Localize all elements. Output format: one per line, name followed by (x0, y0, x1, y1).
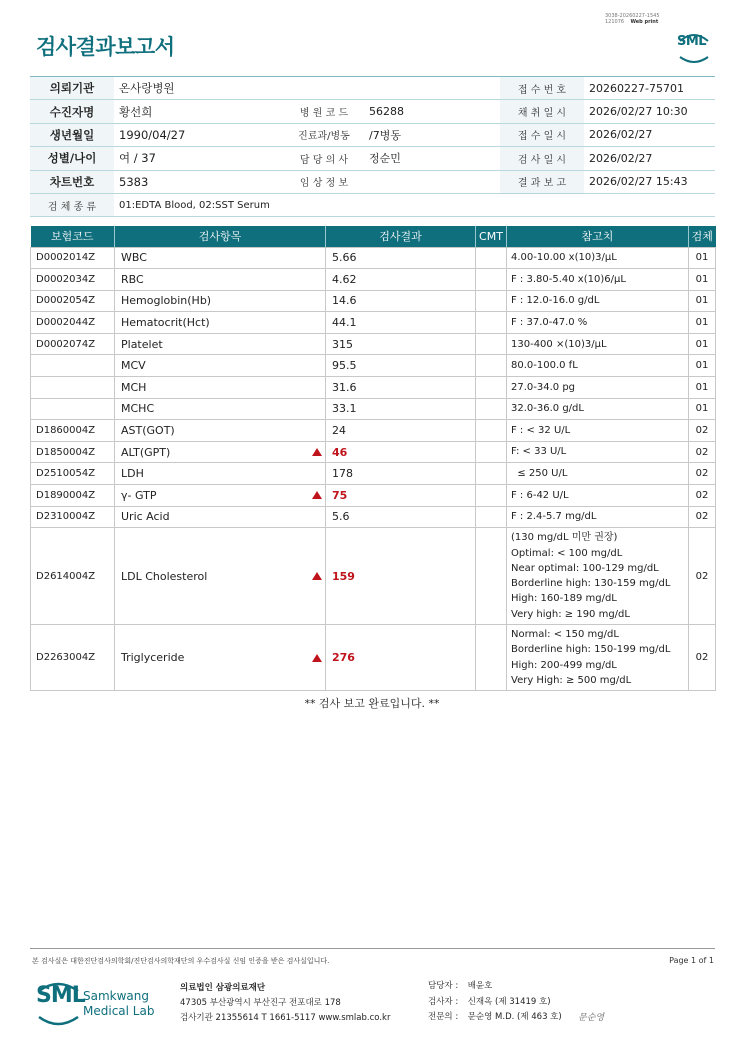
info-value: 온사랑병원 (114, 77, 284, 100)
info-label: 병 원 코 드 (284, 100, 364, 123)
test-item (115, 463, 326, 485)
test-item (115, 528, 326, 625)
reference-line: High: 200-499 mg/dL (511, 659, 617, 671)
test-item (115, 377, 326, 399)
test-item (115, 441, 326, 463)
insurance-code: D2614004Z (31, 528, 115, 625)
staff-info (428, 979, 562, 1026)
test-item (115, 485, 326, 507)
reference-range (507, 485, 689, 507)
insurance-code: D0002044Z (31, 312, 115, 334)
cmt-cell (476, 625, 507, 691)
insurance-code: D0002034Z (31, 269, 115, 291)
test-result: 14.6 (326, 290, 476, 312)
test-result: 178 (326, 463, 476, 485)
test-item (115, 312, 326, 334)
table-row (31, 377, 716, 399)
test-item (115, 290, 326, 312)
test-item (115, 506, 326, 528)
test-item (115, 247, 326, 269)
reference-line: Borderline high: 150-199 mg/dL (511, 644, 671, 656)
cmt-cell (476, 463, 507, 485)
info-label: 수진자명 (30, 100, 114, 123)
table-row (31, 485, 716, 507)
cmt-cell (476, 528, 507, 625)
test-result: 5.66 (326, 247, 476, 269)
header-result: 검사결과 (326, 226, 476, 247)
reference-range (507, 528, 689, 625)
test-result: 75 (326, 485, 476, 507)
signature: 문순영 (578, 1013, 605, 1023)
page-number: Page 1 of 1 (669, 956, 714, 965)
specimen-code: 02 (689, 485, 716, 507)
info-label: 접 수 일 시 (500, 123, 584, 146)
test-item (115, 269, 326, 291)
insurance-code: D1860004Z (31, 420, 115, 442)
test-result: 276 (326, 625, 476, 691)
info-label: 임 상 정 보 (284, 170, 364, 193)
specimen-code: 02 (689, 441, 716, 463)
info-label: 접 수 번 호 (500, 77, 584, 100)
info-value: 정순민 (364, 147, 500, 170)
insurance-code: D0002054Z (31, 290, 115, 312)
header-code: 보험코드 (31, 226, 115, 247)
info-label: 진료과/병동 (284, 123, 364, 146)
table-row (31, 463, 716, 485)
completion-note: ** 검사 보고 완료입니다. ** (304, 697, 440, 710)
reference-line: 130-400 ×(10)3/μL (511, 338, 607, 350)
test-result: 44.1 (326, 312, 476, 334)
info-label: 담 당 의 사 (284, 147, 364, 170)
reference-range (507, 377, 689, 399)
info-label: 의뢰기관 (30, 77, 114, 100)
reference-range (507, 506, 689, 528)
test-item-label: Hematocrit(Hct) (121, 316, 210, 330)
info-value: 2026/02/27 10:30 (584, 100, 715, 123)
insurance-code (31, 355, 115, 377)
info-label: 생년월일 (30, 123, 114, 146)
cmt-cell (476, 269, 507, 291)
test-item (115, 625, 326, 691)
test-result: 5.6 (326, 506, 476, 528)
cmt-cell (476, 355, 507, 377)
reference-range (507, 441, 689, 463)
certification-note: 본 검사실은 대한진단검사의학회/진단검사의학재단의 우수검사실 신임 인증을 받은 검사실입니다. (32, 957, 330, 965)
reference-range (507, 355, 689, 377)
insurance-code (31, 398, 115, 420)
specimen-code: 02 (689, 528, 716, 625)
specimen-code: 01 (689, 290, 716, 312)
info-row (30, 77, 715, 100)
test-item-label: ALT(GPT) (121, 445, 171, 459)
info-label: 채 취 일 시 (500, 100, 584, 123)
test-result: 31.6 (326, 377, 476, 399)
info-label: 차트번호 (30, 170, 114, 193)
insurance-code: D0002074Z (31, 333, 115, 355)
info-value: 56288 (364, 100, 500, 123)
test-item (115, 420, 326, 442)
insurance-code: D1850004Z (31, 441, 115, 463)
reference-line: Optimal: < 100 mg/dL (511, 547, 623, 559)
header-item: 검사항목 (115, 226, 326, 247)
info-label: 검 사 일 시 (500, 147, 584, 170)
cmt-cell (476, 290, 507, 312)
test-item-label: Hemoglobin(Hb) (121, 294, 212, 308)
org-address: 47305 부산광역시 부산진구 전포대로 178 (180, 998, 341, 1008)
specimen-code: 02 (689, 420, 716, 442)
test-item-label: MCHC (121, 402, 155, 416)
table-row (31, 269, 716, 291)
insurance-code: D2510054Z (31, 463, 115, 485)
header-spec: 검체 (689, 226, 716, 247)
high-flag-icon (312, 572, 322, 580)
info-row (30, 147, 715, 170)
specimen-row (30, 193, 715, 216)
reference-line: ≤ 250 U/L (511, 468, 568, 480)
organization-info (180, 981, 390, 1026)
high-flag-icon (312, 448, 322, 456)
header-cmt: CMT (476, 226, 507, 247)
test-result: 46 (326, 441, 476, 463)
insurance-code: D0002014Z (31, 247, 115, 269)
test-result: 315 (326, 333, 476, 355)
test-result: 33.1 (326, 398, 476, 420)
table-row (31, 506, 716, 528)
table-row (31, 290, 716, 312)
reference-line: F: < 33 U/L (511, 446, 567, 458)
reference-range (507, 333, 689, 355)
staff-row: 전문의 : 문순영 M.D. (제 463 호) (428, 1012, 562, 1022)
info-row (30, 123, 715, 146)
test-item (115, 355, 326, 377)
table-row (31, 625, 716, 691)
reference-line: Normal: < 150 mg/dL (511, 629, 619, 640)
footer-divider (30, 948, 715, 949)
test-result: 159 (326, 528, 476, 625)
org-name: 의료법인 삼광의료재단 (180, 983, 266, 993)
results-header-row (31, 226, 716, 247)
reference-line: 32.0-36.0 g/dL (511, 403, 584, 415)
specimen-code: 02 (689, 625, 716, 691)
test-result: 24 (326, 420, 476, 442)
document-id: 3038-20260227-1545 121076 Web print (605, 13, 660, 25)
specimen-label: 검 체 종 류 (30, 193, 114, 216)
table-row (31, 420, 716, 442)
info-value: 여 / 37 (114, 147, 284, 170)
info-value: 2026/02/27 (584, 123, 715, 146)
info-row (30, 170, 715, 193)
cmt-cell (476, 398, 507, 420)
reference-range (507, 269, 689, 291)
reference-line: Very high: ≥ 190 mg/dL (511, 608, 630, 620)
test-item-label: MCV (121, 359, 146, 373)
reference-range (507, 398, 689, 420)
test-item (115, 398, 326, 420)
reference-range (507, 420, 689, 442)
table-row (31, 355, 716, 377)
cmt-cell (476, 377, 507, 399)
cmt-cell (476, 333, 507, 355)
reference-line: F : 3.80-5.40 x(10)6/μL (511, 273, 626, 285)
specimen-code: 02 (689, 463, 716, 485)
reference-line: 80.0-100.0 fL (511, 360, 578, 372)
header-ref: 참고치 (507, 226, 689, 247)
reference-range (507, 463, 689, 485)
page-title: 검사결과보고서 (36, 35, 175, 59)
test-result: 95.5 (326, 355, 476, 377)
info-value: /7병동 (364, 123, 500, 146)
test-item-label: WBC (121, 251, 147, 265)
insurance-code (31, 377, 115, 399)
info-row (30, 100, 715, 123)
cmt-cell (476, 312, 507, 334)
cmt-cell (476, 485, 507, 507)
footer-logo: SML Samkwang Medical Lab (36, 979, 166, 1027)
staff-row: 담당자 : 배윤호 (428, 981, 493, 991)
test-item-label: LDH (121, 467, 144, 481)
high-flag-icon (312, 491, 322, 499)
info-value: 2026/02/27 (584, 147, 715, 170)
specimen-code: 01 (689, 312, 716, 334)
reference-line: F : 6-42 U/L (511, 489, 569, 501)
reference-line: F : 12.0-16.0 g/dL (511, 295, 600, 307)
staff-row: 검사자 : 신재옥 (제 31419 호) (428, 996, 551, 1007)
info-value: 1990/04/27 (114, 123, 284, 146)
reference-line: High: 160-189 mg/dL (511, 593, 617, 605)
info-value (364, 77, 500, 100)
test-item-label: AST(GOT) (121, 424, 175, 438)
high-flag-icon (312, 654, 322, 662)
insurance-code: D2263004Z (31, 625, 115, 691)
reference-line: F : < 32 U/L (511, 424, 571, 436)
reference-line: 4.00-10.00 x(10)3/μL (511, 252, 617, 264)
reference-line: F : 37.0-47.0 % (511, 316, 588, 328)
test-item-label: Uric Acid (121, 510, 170, 524)
info-label (284, 77, 364, 100)
specimen-code: 01 (689, 333, 716, 355)
reference-range (507, 312, 689, 334)
results-table (30, 226, 716, 691)
specimen-code: 02 (689, 506, 716, 528)
reference-line: Near optimal: 100-129 mg/dL (511, 562, 659, 574)
info-label: 결 과 보 고 (500, 170, 584, 193)
reference-line: Very High: ≥ 500 mg/dL (511, 674, 632, 686)
specimen-code: 01 (689, 269, 716, 291)
info-label: 성별/나이 (30, 147, 114, 170)
table-row (31, 312, 716, 334)
info-value (364, 170, 500, 193)
info-value: 20260227-75701 (584, 77, 715, 100)
table-row (31, 333, 716, 355)
insurance-code: D2310004Z (31, 506, 115, 528)
table-row (31, 441, 716, 463)
specimen-code: 01 (689, 377, 716, 399)
specimen-code: 01 (689, 398, 716, 420)
reference-range (507, 290, 689, 312)
reference-line: Borderline high: 130-159 mg/dL (511, 578, 671, 590)
cmt-cell (476, 441, 507, 463)
specimen-code: 01 (689, 247, 716, 269)
table-row (31, 398, 716, 420)
cmt-cell (476, 247, 507, 269)
test-item-label: Triglyceride (121, 651, 185, 665)
test-item (115, 333, 326, 355)
test-item-label: Platelet (121, 337, 163, 351)
patient-info-table (30, 76, 715, 217)
table-row (31, 528, 716, 625)
cmt-cell (476, 420, 507, 442)
test-item-label: γ- GTP (121, 488, 157, 502)
test-item-label: MCH (121, 380, 147, 394)
insurance-code: D1890004Z (31, 485, 115, 507)
reference-line: (130 mg/dL 미만 권장) (511, 532, 618, 544)
org-contact: 검사기관 21355614 T 1661-5117 www.smlab.co.kr (180, 1013, 391, 1023)
table-row (31, 247, 716, 269)
test-item-label: LDL Cholesterol (121, 569, 208, 583)
sml-logo: SML (674, 27, 714, 65)
reference-line: 27.0-34.0 pg (511, 381, 576, 393)
cmt-cell (476, 506, 507, 528)
info-value: 2026/02/27 15:43 (584, 170, 715, 193)
specimen-code: 01 (689, 355, 716, 377)
test-result: 4.62 (326, 269, 476, 291)
reference-range (507, 625, 689, 691)
specimen-value: 01:EDTA Blood, 02:SST Serum (114, 193, 715, 216)
info-value: 5383 (114, 170, 284, 193)
reference-line: F : 2.4-5.7 mg/dL (511, 511, 597, 523)
test-item-label: RBC (121, 272, 144, 286)
info-value: 황선희 (114, 100, 284, 123)
reference-range (507, 247, 689, 269)
